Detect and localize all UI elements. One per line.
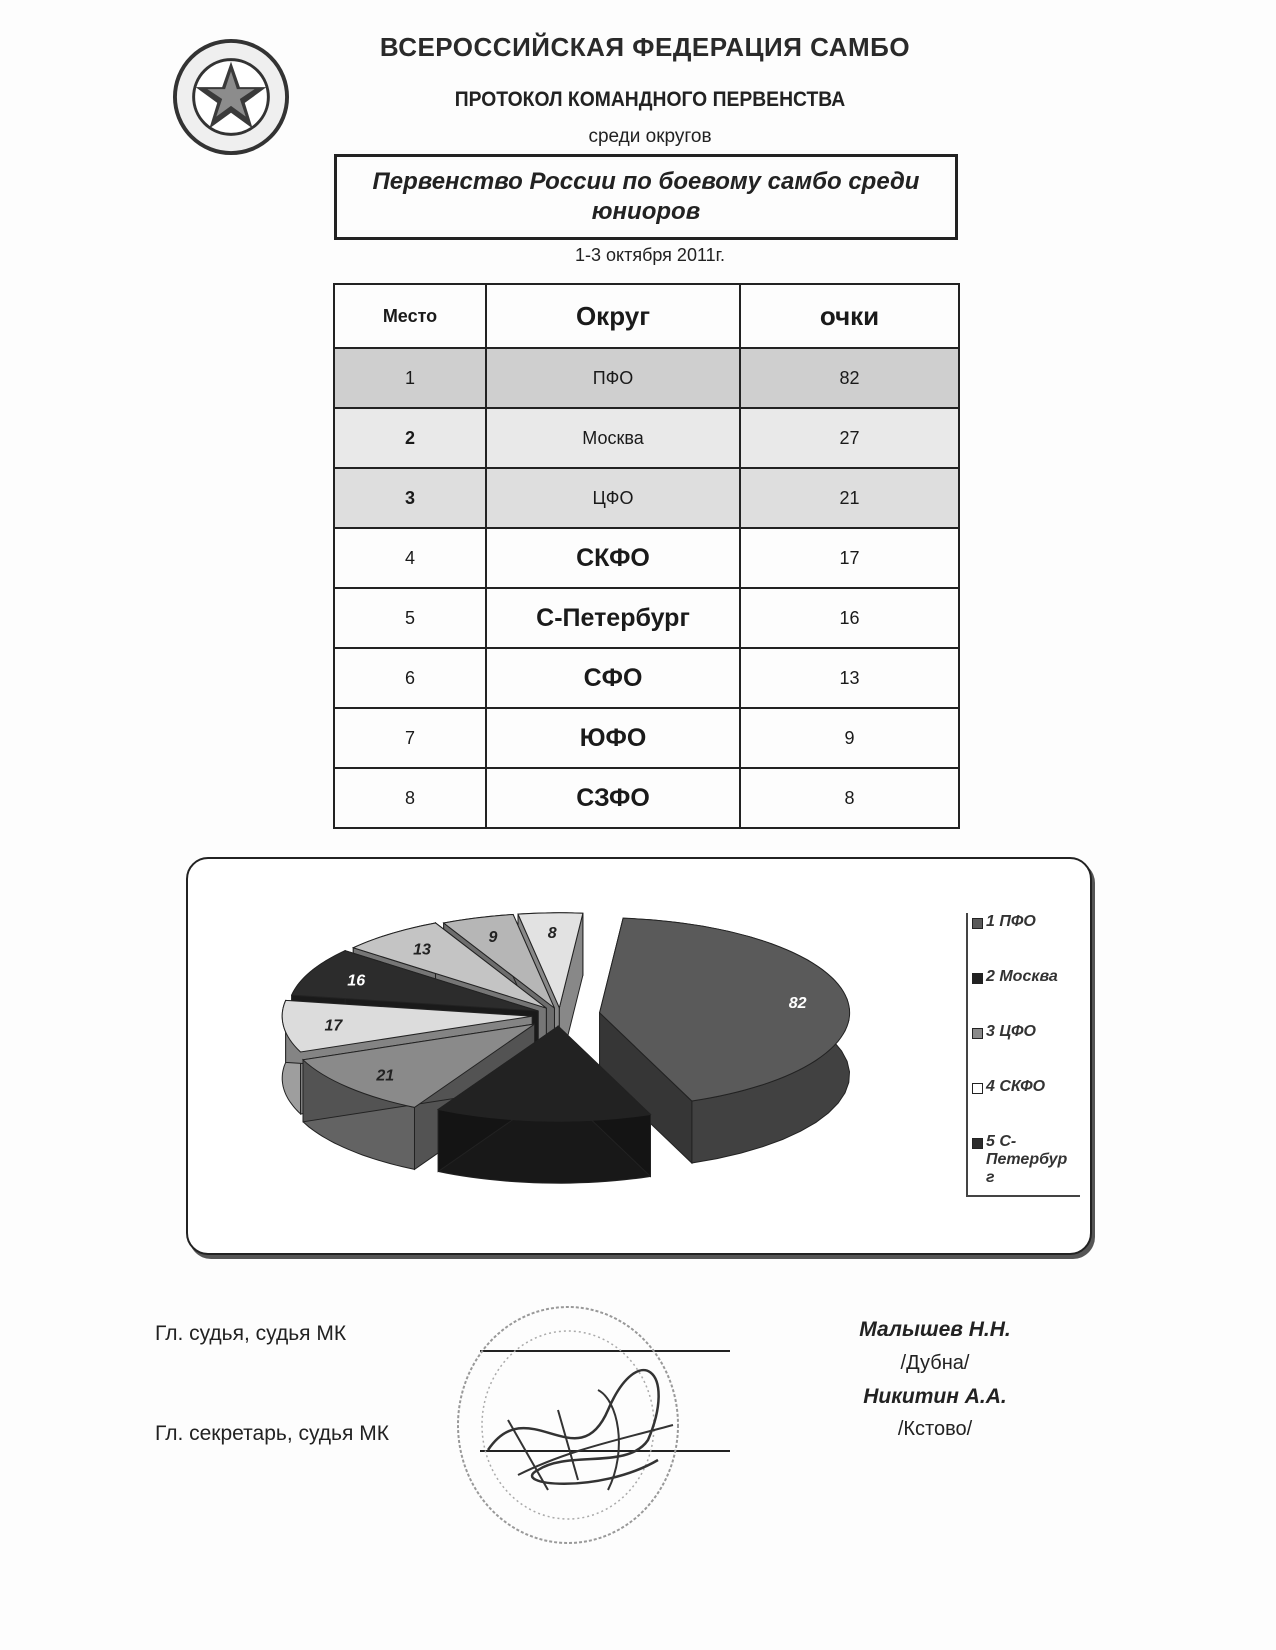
okrug-cell: Москва: [486, 408, 740, 468]
organization-title: ВСЕРОССИЙСКАЯ ФЕДЕРАЦИЯ САМБО: [379, 32, 911, 62]
legend-item: [968, 968, 1080, 1023]
okrug-cell: ЦФО: [486, 468, 740, 528]
legend-label: 2 Москва: [986, 968, 1058, 985]
pie-data-label: 16: [347, 972, 366, 990]
legend-swatch: [972, 918, 983, 929]
pie-data-label: 82: [788, 995, 807, 1012]
legend-label: 5 С-Петербур г: [986, 1133, 1068, 1186]
column-header-place: Место: [334, 284, 486, 348]
pie-data-label: 21: [376, 1067, 395, 1085]
chief-judge-name: Малышев Н.Н.: [859, 1318, 1011, 1341]
chief-judge-city: /Дубна/: [900, 1352, 970, 1374]
legend-swatch: [972, 1138, 983, 1149]
okrug-cell: СФО: [486, 648, 740, 708]
okrug-cell: ПФО: [486, 348, 740, 408]
chief-secretary-label: Гл. секретарь, судья МК: [155, 1422, 389, 1445]
points-cell: 16: [740, 588, 959, 648]
legend-item: [968, 913, 1080, 968]
subtitle: среди округов: [588, 126, 712, 147]
legend-label: 1 ПФО: [986, 913, 1036, 930]
place-cell: 4: [334, 528, 486, 588]
pie-data-label: 13: [413, 941, 431, 959]
place-cell: 5: [334, 588, 486, 648]
legend-swatch: [972, 1028, 983, 1039]
event-date: 1-3 октября 2011г.: [574, 245, 726, 265]
protocol-title: ПРОТОКОЛ КОМАНДНОГО ПЕРВЕНСТВА: [454, 88, 846, 111]
points-cell: 27: [740, 408, 959, 468]
chief-secretary-city: /Кстово/: [897, 1418, 973, 1440]
place-cell: 1: [334, 348, 486, 408]
pie-data-label: 8: [547, 924, 557, 942]
place-cell: 3: [334, 468, 486, 528]
points-cell: 13: [740, 648, 959, 708]
legend-item: [968, 1133, 1080, 1188]
okrug-cell: С-Петербург: [486, 588, 740, 648]
points-cell: 17: [740, 528, 959, 588]
legend-label: 3 ЦФО: [986, 1023, 1036, 1040]
official-stamp-and-signature: [448, 1300, 688, 1550]
chief-judge-label: Гл. судья, судья МК: [155, 1322, 347, 1345]
legend-item: [968, 1078, 1080, 1133]
place-cell: 6: [334, 648, 486, 708]
pie-data-label: 17: [324, 1017, 343, 1035]
okrug-cell: СЗФО: [486, 768, 740, 828]
pie-data-label: 9: [488, 928, 498, 946]
points-cell: 21: [740, 468, 959, 528]
column-header-okrug: Округ: [486, 284, 740, 348]
place-cell: 2: [334, 408, 486, 468]
legend-item: [968, 1023, 1080, 1078]
legend-label: 4 СКФО: [986, 1078, 1046, 1095]
points-cell: 9: [740, 708, 959, 768]
legend-swatch: [972, 1083, 983, 1094]
column-header-points: очки: [740, 284, 959, 348]
points-cell: 8: [740, 768, 959, 828]
place-cell: 7: [334, 708, 486, 768]
okrug-cell: ЮФО: [486, 708, 740, 768]
okrug-cell: СКФО: [486, 528, 740, 588]
event-title: Первенство России по боевому самбо среди юниоров: [372, 168, 920, 225]
chart-legend: [966, 913, 1080, 1197]
points-cell: 82: [740, 348, 959, 408]
place-cell: 8: [334, 768, 486, 828]
legend-swatch: [972, 973, 983, 984]
chief-secretary-name: Никитин А.А.: [863, 1385, 1007, 1408]
